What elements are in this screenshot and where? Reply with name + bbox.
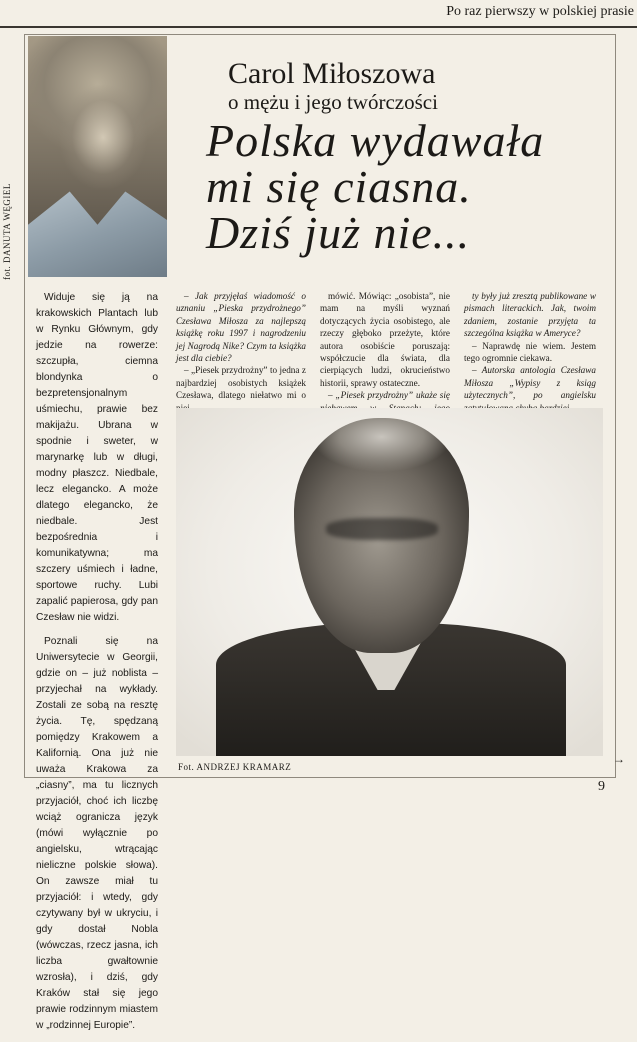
- interview-column-3: [464, 290, 596, 414]
- headline-line-3: Dziś już nie...: [206, 207, 471, 258]
- interview-question: ty były już zresztą publikowane w pismach literackich. Jak, twoim zdaniem, zostanie przyjęta ta szczególna książka w Ameryce?: [464, 291, 596, 339]
- interview-question: – Jak przyjęłaś wiadomość o uznaniu „Pieska przydrożnego” Czesława Miłosza za najlepszą książkę roku 1997 i nagrodzeniu jej Nagrodą Nike? Czym ta książka jest dla ciebie?: [176, 291, 306, 364]
- interview-column-2: [320, 290, 450, 426]
- photo-shirt: [28, 182, 167, 277]
- photo-credit-bottom: Fot. ANDRZEJ KRAMARZ: [178, 762, 292, 772]
- headline-line-2: mi się ciasna.: [206, 161, 472, 212]
- interview-column-1: [176, 290, 306, 414]
- interview-question: – „Piesek przydrożny” ukaże się: [328, 390, 450, 401]
- header-rule: [0, 26, 637, 28]
- page-number: 9: [598, 779, 605, 794]
- continue-arrow-icon: →: [613, 752, 625, 766]
- lead-column: [36, 290, 158, 1042]
- lead-paragraph-1: Widuje się ją na krakowskich Plantach lub w Rynku Głównym, gdy jedzie na rowerze: szczupła, ciemna blondynka o bezpretensjonalnym uśmiechu, prawie bez makijażu. Ubrana w spodnie i sweter, w marynarkę lub w długi, modny płaszcz. Niedbale, lecz elegancko. A może dlatego elegancko, że niedbale. Jest bezpośrednia i komunikatywna; ma szczery uśmiech i ładne, sportowe ruchy. Lubi zapalić papierosa, gdy pan Czesław nie widzi.: [36, 292, 158, 623]
- article-name: Carol Miłoszowa: [228, 57, 436, 90]
- section-header: Po raz pierwszy w polskiej prasie: [446, 4, 634, 19]
- article-subtitle: o mężu i jego twórczości: [228, 90, 438, 114]
- interview-question: – Autorska antologia Czesława Miłosza „Wypisy z ksiąg użytecznych”, po angielsku: [464, 365, 596, 401]
- photo-czeslaw-milosz: [176, 408, 603, 756]
- interview-answer: mówić. Mówiąc: „osobista”, nie mam na myśli wyznań dotyczących życia osobistego, ale rzeczy głęboko przeżyte, które autora osobiście poruszają: współczucie dla świata, dla cierpiących ludzi, okrucieństwo historii, sprawy ostateczne.: [320, 291, 450, 388]
- lead-paragraph-2: Poznali się na Uniwersytecie w Georgii, gdzie on – już noblista – przyjechał na wykłady. Zostali ze sobą na resztę życia. Tę, spędzaną pomiędzy Krakowem a Kalifornią. Ona już nie uważa Krakowa za „ciasny”, ma tu licznych przyjaciół, choć ich liczbę wciąż ogranicza język (mówi wyłącznie po angielsku, wtrącając nieliczne polskie słowa). On zawsze miał tu przyjaciół: i wtedy, gdy czytywany był w ukryciu, i gdy dostał Nobla (wówczas, rzecz jasna, ich liczba gwałtownie wzrosła), i dziś, gdy Kraków stał się jego prawie rodzinnym miastem w „rodzinnej Europie”.: [36, 636, 158, 1031]
- interview-answer: – „Piesek przydrożny” to jedna z najbardziej osobistych książek Czesława, dlatego niełatwo mi o: [176, 365, 306, 401]
- photo-carol-miloszowa: [28, 36, 167, 277]
- headline-line-1: Polska wydawała: [206, 115, 545, 166]
- title-block: [200, 58, 604, 256]
- article-headline: [206, 115, 604, 258]
- photo-credit-top: fot. DANUTA WĘGIEL: [2, 183, 12, 280]
- photo-brow: [326, 518, 438, 540]
- interview-answer: – Naprawdę nie wiem. Jestem tego ogromnie ciekawa.: [464, 340, 596, 364]
